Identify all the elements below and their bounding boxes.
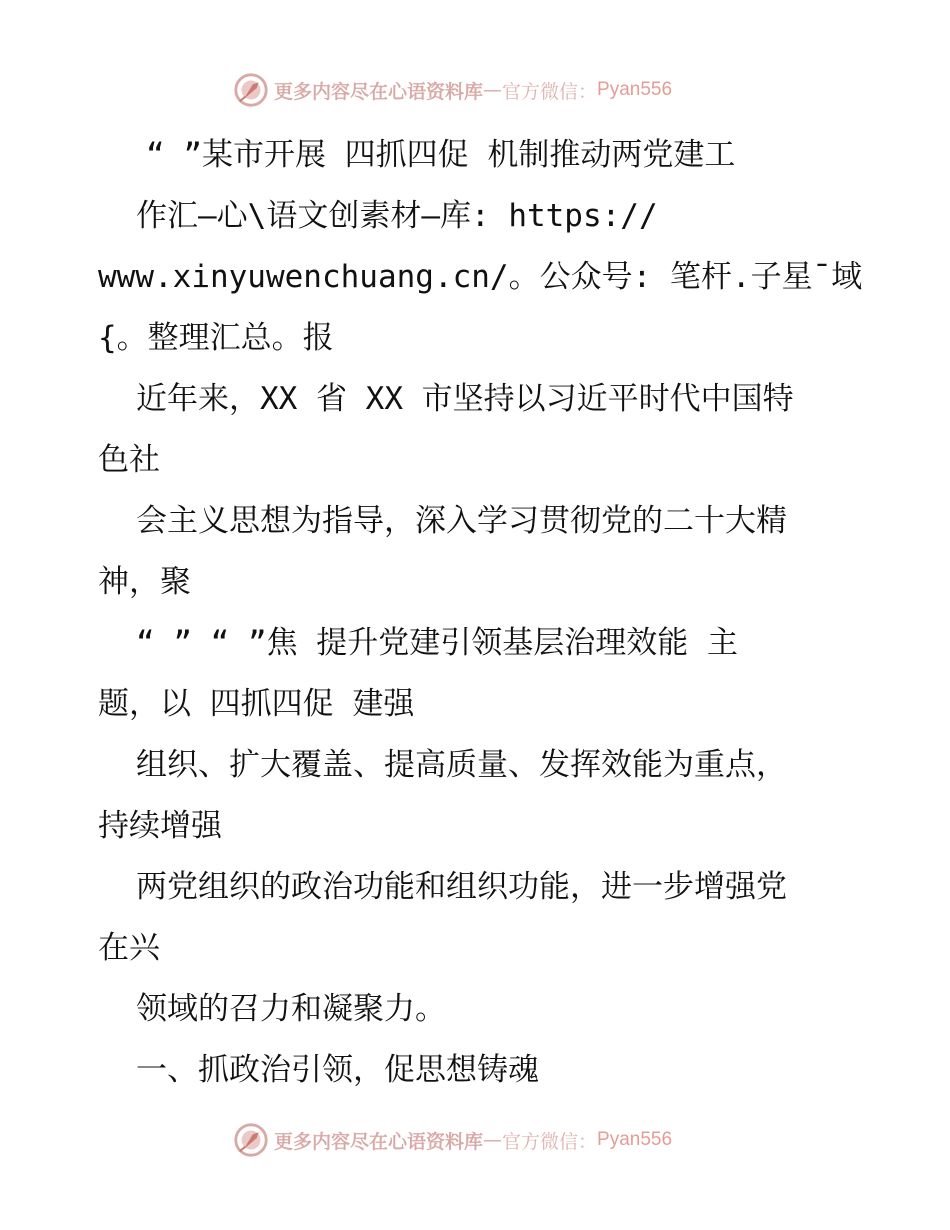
paragraph-line: “ ” “ ”焦 提升党建引领基层治理效能 主 bbox=[136, 625, 738, 661]
document-body bbox=[98, 125, 863, 1101]
banner-wechat-label: 官方微信： bbox=[502, 80, 598, 103]
pen-nib-logo-icon bbox=[232, 71, 270, 109]
banner-wechat-id: Pyan556 bbox=[597, 1129, 673, 1150]
source-url-line: www.xinyuwenchuang.cn/。公众号: 笔杆.子星¯域 bbox=[98, 259, 863, 295]
paragraph-line: 领域的召力和凝聚力。 bbox=[136, 991, 446, 1027]
banner-separator: — bbox=[483, 79, 503, 101]
banner-separator: — bbox=[483, 1129, 503, 1151]
pen-nib-logo-icon bbox=[232, 1121, 270, 1159]
title-line-1: “ ”某市开展 四抓四促 机制推动两党建工 bbox=[146, 137, 736, 173]
header-banner bbox=[232, 70, 672, 110]
paragraph-line: 组织、扩大覆盖、提高质量、发挥效能为重点， bbox=[136, 747, 787, 783]
paragraph-line: 色社 bbox=[98, 442, 160, 478]
banner-text: 更多内容尽在心语资料库 bbox=[274, 1130, 484, 1153]
paragraph-line: 持续增强 bbox=[98, 808, 222, 844]
banner-wechat-id: Pyan556 bbox=[597, 79, 673, 100]
banner-text: 更多内容尽在心语资料库 bbox=[274, 80, 484, 103]
paragraph-line: 题，以 四抓四促 建强 bbox=[98, 686, 415, 722]
source-note-line: {。整理汇总。报 bbox=[98, 320, 334, 356]
paragraph-line: 会主义思想为指导，深入学习贯彻党的二十大精 bbox=[136, 503, 787, 539]
footer-banner bbox=[232, 1120, 672, 1160]
paragraph-line: 神，聚 bbox=[98, 564, 191, 600]
paragraph-line: 两党组织的政治功能和组织功能，进一步增强党 bbox=[136, 869, 787, 905]
title-line-2: 作汇—心\语文创素材—库: https:// bbox=[136, 198, 658, 234]
section-heading: 一、抓政治引领，促思想铸魂 bbox=[136, 1052, 539, 1088]
paragraph-line: 近年来，XX 省 XX 市坚持以习近平时代中国特 bbox=[136, 381, 794, 417]
paragraph-line: 在兴 bbox=[98, 930, 160, 966]
banner-wechat-label: 官方微信： bbox=[502, 1130, 598, 1153]
